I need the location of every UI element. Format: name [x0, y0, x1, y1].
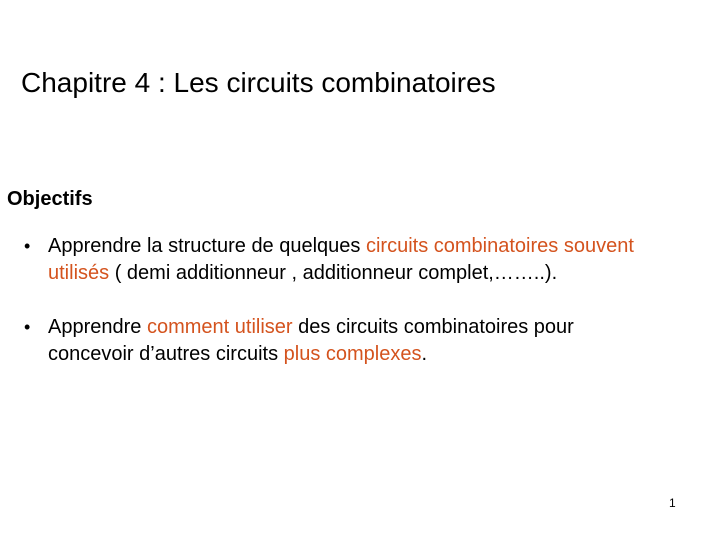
bullet-text-segment: ( demi additionneur , additionneur complet,……..). [109, 261, 558, 284]
highlighted-text: comment utiliser [146, 316, 293, 338]
section-heading: Objectifs [7, 188, 93, 210]
objectives-list [18, 233, 658, 367]
highlighted-text: circuits combinatoires souvent utilisés [48, 235, 634, 284]
bullet-text-segment: des circuits combinatoires pour concevoir d’autres circuits [48, 316, 574, 365]
bullet-text-segment: Apprendre [48, 316, 147, 338]
bullet-item [18, 233, 658, 286]
page-number: 1 [669, 496, 676, 510]
bullet-text-segment: Apprendre la structure de quelques [48, 235, 366, 257]
bullet-item [18, 314, 658, 367]
slide-title: Chapitre 4 : Les circuits combinatoires [21, 67, 496, 98]
bullet-text-segment: . [421, 342, 428, 365]
bullet-marker: • [24, 236, 31, 256]
bullet-marker: • [24, 317, 31, 337]
highlighted-text: plus complexes [283, 342, 422, 365]
